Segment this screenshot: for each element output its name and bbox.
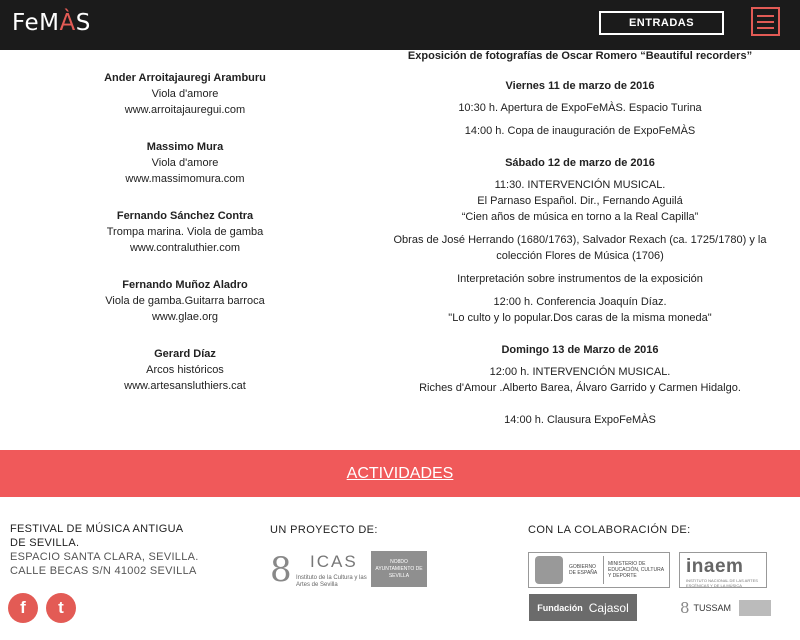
event-item — [390, 412, 770, 428]
event-line: Obras de José Herrando (1680/1763), Salvador Rexach (ca. 1725/1780) y la — [393, 234, 767, 246]
day-title: Domingo 13 de Marzo de 2016 — [501, 344, 659, 356]
expo-title: Exposición de fotografías de Oscar Romero “Beautiful recorders” — [407, 50, 753, 62]
tussam-text: TUSSAM — [693, 603, 732, 613]
event-line: 14:00 h. Copa de inauguración de ExpoFeMÀS — [464, 125, 696, 137]
icas-eight-glyph: 8 — [270, 550, 292, 590]
event-item — [390, 123, 770, 139]
inaem-logo[interactable] — [679, 552, 767, 588]
spain-crest-icon — [535, 556, 563, 584]
schedule — [390, 48, 770, 435]
divider — [603, 556, 604, 584]
icas-wordmark: ICAS — [310, 552, 358, 571]
event-line: Riches d'Amour .Alberto Barea, Álvaro Garrido y Carmen Hidalgo. — [419, 382, 741, 394]
artisan-item — [90, 70, 280, 118]
event-line: "Lo culto y lo popular.Dos caras de la misma moneda" — [448, 312, 712, 324]
tussam-eight-glyph: 8 — [680, 599, 690, 617]
day-title: Viernes 11 de marzo de 2016 — [505, 80, 655, 92]
festival-name-line1: FESTIVAL DE MÚSICA ANTIGUA — [10, 523, 184, 535]
event-line: El Parnaso Español. Dir., Fernando Aguilá — [477, 195, 683, 207]
event-line: “Cien años de música en torno a la Real Capilla” — [461, 211, 699, 223]
spacer — [390, 333, 770, 342]
actividades-link[interactable]: ACTIVIDADES — [346, 464, 454, 482]
hamburger-menu-icon[interactable] — [751, 7, 780, 36]
festival-name-line2: DE SEVILLA. — [10, 537, 80, 549]
spacer — [390, 403, 770, 412]
menu-bar — [757, 15, 774, 17]
event-item — [390, 271, 770, 287]
artisan-website-link[interactable]: www.contraluthier.com — [129, 242, 241, 254]
cajasol-logo[interactable] — [529, 594, 637, 621]
event-item — [390, 232, 770, 264]
event-item — [390, 177, 770, 225]
event-item — [390, 364, 770, 396]
logo-end: S — [75, 10, 91, 36]
gobierno-text: GOBIERNO DE ESPAÑA — [569, 564, 598, 576]
site-header — [0, 0, 800, 50]
artisans-list — [90, 70, 280, 415]
artisan-specialty: Viola d'amore — [151, 88, 219, 100]
address-line2: CALLE BECAS S/N 41002 SEVILLA — [10, 565, 197, 577]
logo-accent: À — [59, 10, 76, 36]
artisan-name: Fernando Sánchez Contra — [116, 210, 254, 222]
twitter-icon[interactable]: t — [46, 593, 76, 623]
artisan-specialty: Viola de gamba.Guitarra barroca — [105, 295, 265, 307]
collab-heading: CON LA COLABORACIÓN DE: — [528, 524, 691, 536]
artisan-name: Gerard Díaz — [154, 348, 216, 360]
event-line: 11:30. INTERVENCIÓN MUSICAL. — [494, 179, 666, 191]
icas-logo[interactable] — [270, 552, 365, 592]
artisan-website-link[interactable]: www.massimomura.com — [125, 173, 245, 185]
artisan-name: Fernando Muñoz Aladro — [122, 279, 248, 291]
cajasol-text: Cajasol — [588, 600, 629, 615]
inaem-wordmark: inaem — [686, 556, 744, 577]
artisan-name: Ander Arroitajauregi Aramburu — [104, 72, 266, 84]
artisan-specialty: Trompa marina. Viola de gamba — [106, 226, 264, 238]
day-title: Sábado 12 de marzo de 2016 — [505, 157, 655, 169]
event-line: 12:00 h. Conferencia Joaquín Díaz. — [493, 296, 667, 308]
event-line: colección Flores de Música (1706) — [496, 250, 664, 262]
logo-main: FeM — [12, 10, 60, 36]
artisan-website-link[interactable]: www.glae.org — [151, 311, 219, 323]
event-item — [390, 100, 770, 116]
event-line: 12:00 h. INTERVENCIÓN MUSICAL. — [489, 366, 671, 378]
artisan-item — [90, 139, 280, 187]
address-line1: ESPACIO SANTA CLARA, SEVILLA. — [10, 551, 199, 563]
fundacion-text: Fundación — [537, 602, 583, 613]
artisan-specialty: Arcos históricos — [146, 364, 224, 376]
event-line: 14:00 h. Clausura ExpoFeMÀS — [504, 414, 656, 426]
inaem-subtitle: INSTITUTO NACIONAL DE LAS ARTES ESCÉNICAS Y DE LA MÚSICA — [686, 578, 758, 588]
artisan-website-link[interactable]: www.artesansluthiers.cat — [124, 380, 246, 392]
spacer — [390, 146, 770, 155]
facebook-icon[interactable]: f — [8, 593, 38, 623]
tussam-logo[interactable] — [680, 599, 771, 617]
event-item — [390, 294, 770, 326]
actividades-band — [0, 450, 800, 497]
site-footer — [0, 497, 800, 640]
artisan-name: Massimo Mura — [146, 141, 224, 153]
event-line: 10:30 h. Apertura de ExpoFeMÀS. Espacio Turina — [458, 102, 702, 114]
menu-bar — [757, 27, 774, 29]
entradas-button[interactable]: ENTRADAS — [599, 11, 724, 35]
ministerio-text: MINISTERIO DE EDUCACIÓN, CULTURA Y DEPORTE — [608, 561, 664, 579]
artisan-specialty: Viola d'amore — [151, 157, 219, 169]
artisan-item — [90, 346, 280, 394]
festival-info — [10, 522, 199, 578]
femas-logo[interactable] — [12, 10, 91, 36]
menu-bar — [757, 21, 774, 23]
tussam-badge — [739, 600, 771, 616]
gobierno-logo[interactable] — [528, 552, 670, 588]
project-heading: UN PROYECTO DE: — [270, 524, 378, 536]
event-line: Interpretación sobre instrumentos de la exposición — [457, 273, 703, 285]
main-content — [0, 50, 800, 450]
ayuntamiento-logo[interactable]: NO8DO AYUNTAMIENTO DE SEVILLA — [371, 551, 427, 587]
artisan-item — [90, 208, 280, 256]
social-links — [8, 593, 76, 623]
icas-subtitle: Instituto de la Cultura y las Artes de Sevilla — [296, 575, 367, 588]
artisan-item — [90, 277, 280, 325]
artisan-website-link[interactable]: www.arroitajauregui.com — [124, 104, 246, 116]
